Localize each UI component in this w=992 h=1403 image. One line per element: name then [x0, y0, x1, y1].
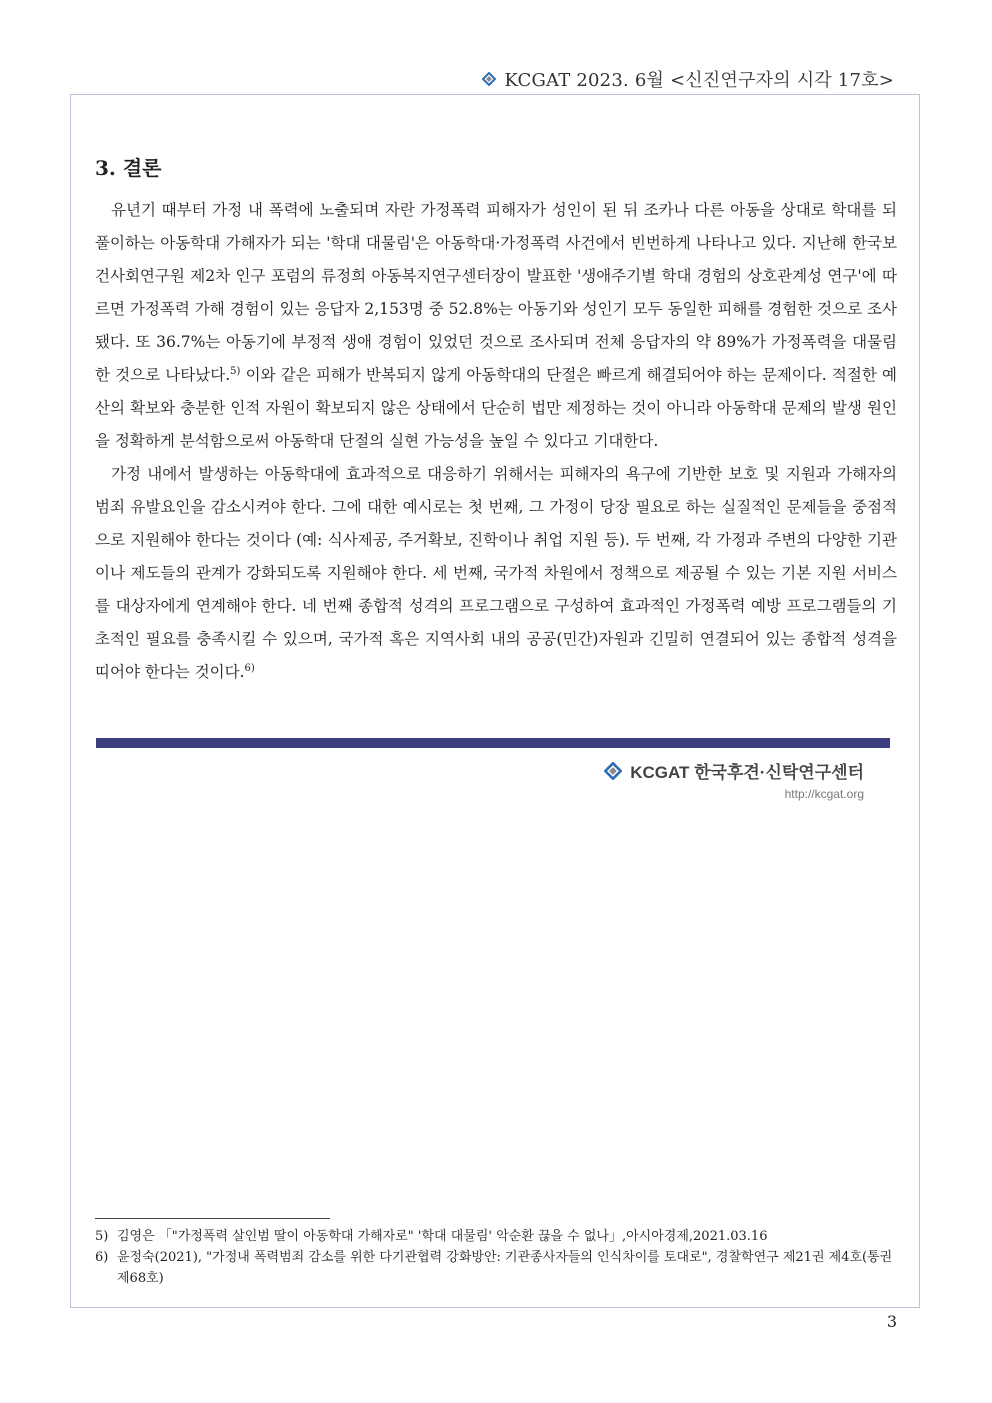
- header-text: KCGAT 2023. 6월 <신진연구자의 시각 17호>: [504, 70, 894, 91]
- footnote-ref-5[interactable]: 5): [230, 366, 241, 377]
- paragraph-2: 가정 내에서 발생하는 아동학대에 효과적으로 대응하기 위해서는 피해자의 욕구에 기반한 보호 및 지원과 가해자의 범죄 유발요인을 감소시켜야 한다. 그에 대한 예시로는 첫 번째, 그 가정이 당장 필요로 하는 실질적인 문제들을 중점적으로 지원해야 한다는 것이다 (예: 식사제공, 주거확보, 진학이나 취업 지원 등). 두 번째, 각 가정과 주변의 다양한 기관이나 제도들의 관계가 강화되도록 지원해야 한다. 세 번째, 국가적 차원에서 정책으로 제공될 수 있는 기본 지원 서비스를 대상자에게 연계해야 한다. 네 번째 종합적 성격의 프로그램으로 구성하여 효과적인 가정폭력 예방 프로그램들의 기초적인 필요를 충족시킬 수 있으며, 국가적 혹은 지역사회 내의 공공(민간)자원과 긴밀히 연결되어 있는 종합적 성격을 띠어야 한다는 것이다.$^{6)}$: [95, 465, 897, 681]
- divider-bar: [96, 738, 890, 748]
- footnote-item: 5) 김영은 「"가정폭력 살인범 딸이 아동학대 가해자로" '학대 대물림' 악순환 끊을 수 없나」,아시아경제,2021.03.16: [95, 1229, 768, 1244]
- organization-logo: [604, 758, 864, 801]
- footnotes: [95, 1226, 900, 1289]
- section-heading: 3. 결론: [95, 156, 162, 180]
- diamond-logo-icon: [604, 762, 622, 780]
- logo-name: KCGAT 한국후견·신탁연구센터: [630, 763, 864, 782]
- paragraph-1: 유년기 때부터 가정 내 폭력에 노출되며 자란 가정폭력 피해자가 성인이 된 뒤 조카나 다른 아동을 상대로 학대를 되풀이하는 아동학대 가해자가 되는 '학대 대물림'은 아동학대·가정폭력 사건에서 빈번하게 나타나고 있다. 지난해 한국보건사회연구원 제2차 인구 포럼의 류정희 아동복지연구센터장이 발표한 '생애주기별 학대 경험의 상호관계성 연구'에 따르면 가정폭력 가해 경험이 있는 응답자 2,153명 중 52.8%는 아동기와 성인기 모두 동일한 피해를 경험한 것으로 조사됐다. 또 36.7%는 아동기에 부정적 생애 경험이 있었던 것으로 조사되며 전체 응답자의 약 89%가 가정폭력을 대물림한 것으로 나타났다.$^{5)}$ 이와 같은 피해가 반복되지 않게 아동학대의 단절은 빠르게 해결되어야 하는 문제이다. 적절한 예산의 확보와 충분한 인적 자원이 확보되지 않은 상태에서 단순히 법만 제정하는 것이 아니라 아동학대 문제의 발생 원인을 정확하게 분석함으로써 아동학대 단절의 실현 가능성을 높일 수 있다고 기대한다.: [95, 201, 897, 450]
- footnote-ref-6[interactable]: 6): [244, 663, 255, 674]
- footnote-separator: [95, 1218, 330, 1219]
- body-text: [95, 194, 897, 689]
- logo-url[interactable]: http://kcgat.org: [784, 787, 864, 801]
- page-number: 3: [886, 1312, 897, 1331]
- footnote-item: 6) 윤정숙(2021), "가정내 폭력범죄 감소를 위한 다기관협력 강화방안: 기관종사자들의 인식차이를 토대로", 경찰학연구 제21권 제4호(통권 제68호): [95, 1250, 893, 1286]
- diamond-logo-icon: [482, 72, 496, 86]
- page-header: [482, 66, 894, 92]
